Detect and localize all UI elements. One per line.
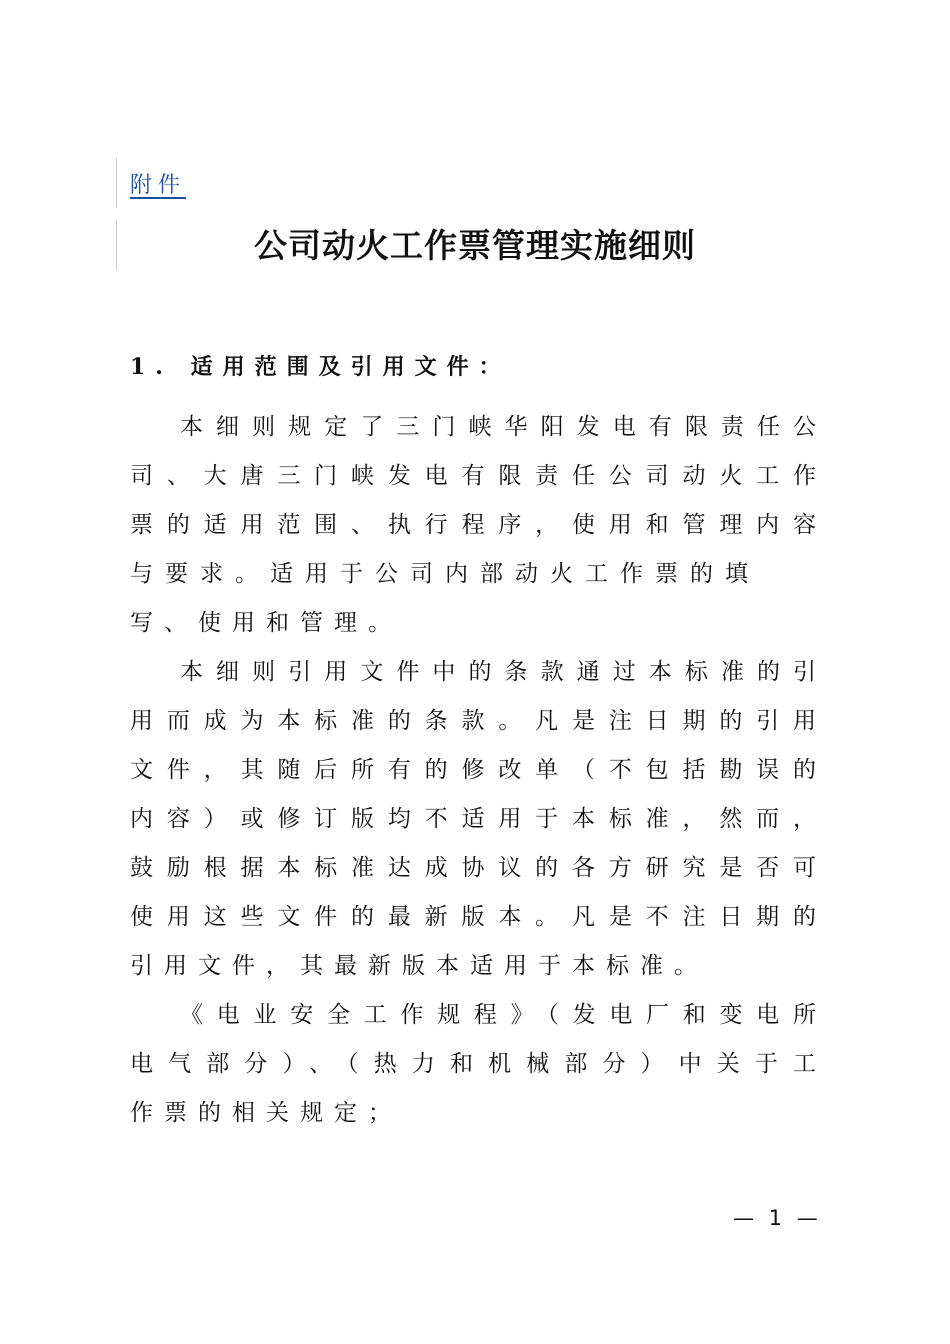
text-line: 用而成为本标准的条款。凡是注日期的引用 bbox=[130, 708, 820, 734]
text-line: 使用这些文件的最新版本。凡是不注日期的 bbox=[130, 904, 820, 930]
text-line: 司、大唐三门峡发电有限责任公司动火工作 bbox=[130, 463, 820, 489]
body-text bbox=[130, 403, 820, 1138]
text-line: 内容）或修订版均不适用于本标准，然而， bbox=[130, 806, 820, 832]
text-line: 鼓励根据本标准达成协议的各方研究是否可 bbox=[130, 855, 820, 881]
text-line: 《电业安全工作规程》（发电厂和变电所 bbox=[180, 1002, 820, 1028]
document-title: 公司动火工作票管理实施细则 bbox=[254, 226, 696, 265]
text-line: 文件，其随后所有的修改单（不包括勘误的 bbox=[130, 757, 820, 783]
text-line: 写、使用和管理。 bbox=[130, 610, 402, 636]
attachment-label: 附件 bbox=[130, 173, 187, 198]
text-line: 票的适用范围、执行程序，使用和管理内容 bbox=[130, 512, 820, 538]
text-line: 本细则规定了三门峡华阳发电有限责任公 bbox=[180, 414, 820, 440]
text-line: 本细则引用文件中的条款通过本标准的引 bbox=[180, 659, 820, 685]
section-heading: 1. 适用范围及引用文件： bbox=[130, 354, 511, 380]
margin-mark bbox=[116, 158, 117, 208]
text-line: 作票的相关规定； bbox=[130, 1100, 402, 1126]
text-line: 与要求。适用于公司内部动火工作票的填 bbox=[130, 561, 760, 587]
text-line: 电气部分）、（热力和机械部分）中关于工 bbox=[130, 1051, 820, 1077]
page-number: — 1 — bbox=[733, 1206, 822, 1230]
text-line: 引用文件，其最新版本适用于本标准。 bbox=[130, 953, 708, 979]
